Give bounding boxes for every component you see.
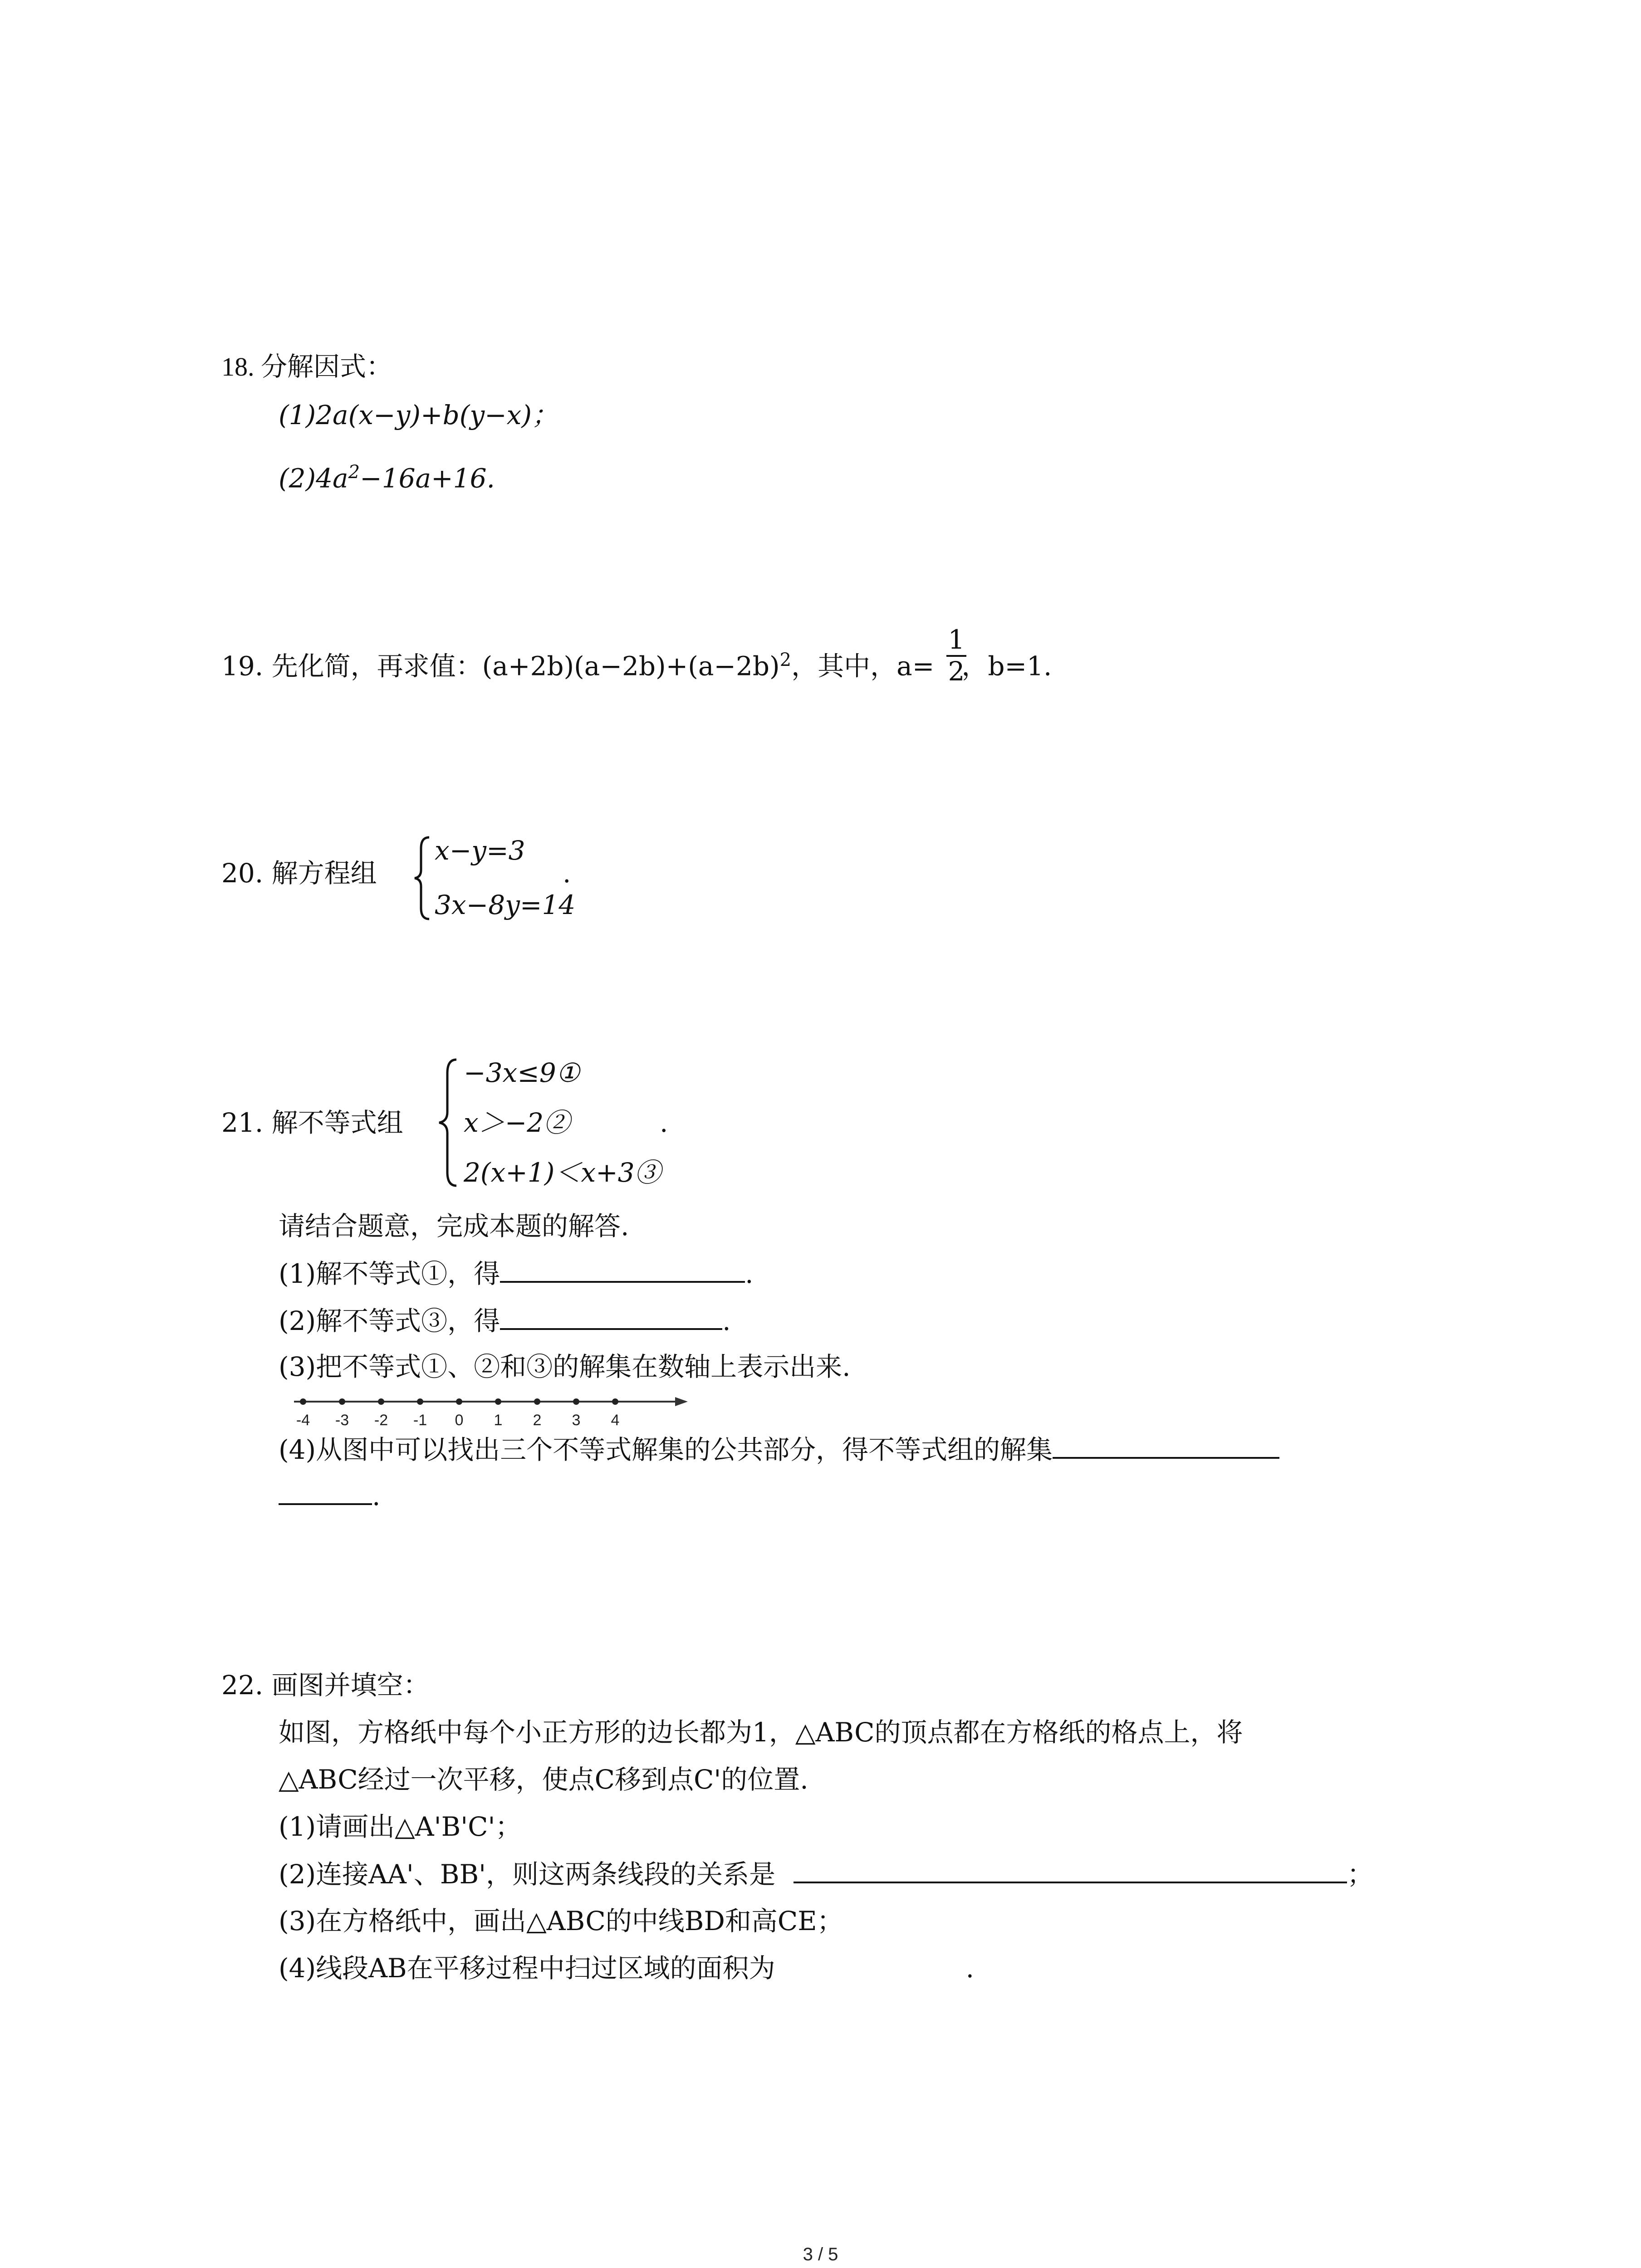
q21-part4-blank-a[interactable]: [1053, 1433, 1279, 1459]
q21-part1: [279, 1257, 754, 1290]
q21-part4-text: (4)从图中可以找出三个不等式解集的公共部分，得不等式组的解集: [279, 1434, 1053, 1465]
q21-title: 21. 解不等式组: [221, 1107, 403, 1138]
number-line-tick-6: [534, 1398, 540, 1405]
q22-part2-blank[interactable]: [794, 1858, 1347, 1883]
number-line-tick-label: -4: [296, 1412, 310, 1429]
q19-fraction: [943, 625, 970, 686]
number-line-tick-label: 1: [494, 1412, 503, 1429]
q21-part4-period: .: [372, 1481, 381, 1511]
number-line-tick-2: [378, 1398, 384, 1405]
q20-eq1: x−y=3: [435, 835, 525, 866]
number-line-tick-label: 3: [572, 1412, 581, 1429]
number-line-tick-1: [339, 1398, 345, 1405]
q21-part4-cont: [279, 1480, 380, 1512]
number-line-tick-7: [573, 1398, 579, 1405]
q22-part2: [279, 1858, 1373, 1890]
q20-eq2: 3x−8y=14: [435, 890, 576, 920]
number-line-tick-label: -1: [413, 1412, 427, 1429]
number-line-tick-label: -3: [335, 1412, 349, 1429]
q22-line2: △ABC经过一次平移，使点C移到点C'的位置.: [279, 1764, 808, 1795]
q19-text-mid: ，其中，a=: [791, 650, 935, 682]
q21-ineq1: −3x≤9①: [464, 1057, 580, 1088]
q18-part1: (1)2a(x−y)+b(y−x)；: [279, 400, 558, 430]
number-line-tick-8: [612, 1398, 618, 1405]
number-line-tick-0: [300, 1398, 306, 1405]
q20-end: .: [563, 858, 571, 889]
number-line-ticks: [296, 1398, 620, 1429]
number-line-tick-label: 0: [455, 1412, 464, 1429]
q21-part1-text: (1)解不等式①，得: [279, 1258, 500, 1289]
q21-part4-blank-b[interactable]: [279, 1480, 372, 1505]
q19-text-pre: 19. 先化简，再求值：(a+2b)(a−2b)+(a−2b): [221, 650, 780, 682]
q22-part2-text: (2)连接AA'、BB'，则这两条线段的关系是: [279, 1859, 776, 1890]
number-line-arrow-icon: [675, 1397, 688, 1406]
q21-ineq2: x＞−2②: [464, 1107, 570, 1138]
q21-part2: [279, 1305, 731, 1337]
number-line-tick-label: -2: [374, 1412, 388, 1429]
number-line-tick-5: [495, 1398, 501, 1405]
number-line-tick-label: 4: [611, 1412, 620, 1429]
q22-part2-end: ；: [1347, 1859, 1374, 1890]
q19-text: [221, 644, 1052, 682]
q22-line1: 如图，方格纸中每个小正方形的边长都为1，△ABC的顶点都在方格纸的格点上，将: [279, 1717, 1243, 1748]
q21-part1-period: .: [745, 1258, 754, 1289]
q20-title: 20. 解方程组: [221, 858, 377, 889]
q22-part4-end: .: [965, 1953, 975, 1984]
q22-part4-text: (4)线段AB在平移过程中扫过区域的面积为: [279, 1953, 775, 1984]
q18-part2: [279, 456, 495, 494]
q18-title: 18. 分解因式：: [221, 352, 393, 381]
q19-frac-num: 1: [948, 624, 965, 655]
q21-brace-icon: [436, 1057, 461, 1188]
number-line-tick-label: 2: [533, 1412, 542, 1429]
q21-part3: (3)把不等式①、②和③的解集在数轴上表示出来.: [279, 1351, 851, 1382]
q19-frac-den: 2: [948, 656, 965, 687]
q18-part2-pre: (2)4a: [279, 463, 348, 494]
q21-part2-text: (2)解不等式③，得: [279, 1305, 500, 1336]
q21-ineq3: 2(x+1)＜x+3③: [464, 1157, 661, 1188]
q19-text-post: ，b=1.: [961, 650, 1052, 682]
number-line-tick-3: [417, 1398, 423, 1405]
q20-brace-icon: [411, 835, 434, 921]
q21-part2-period: .: [722, 1305, 731, 1336]
q18-part2-sup: 2: [348, 462, 360, 483]
q18-part2-post: −16a+16.: [360, 463, 495, 494]
q21-end: .: [660, 1107, 668, 1138]
q21-instruction: 请结合题意，完成本题的解答.: [279, 1211, 629, 1242]
q22-part3: (3)在方格纸中，画出△ABC的中线BD和高CE；: [279, 1906, 843, 1936]
q21-part1-blank[interactable]: [500, 1257, 745, 1283]
q22-part4: [279, 1952, 974, 1984]
q22-part1: (1)请画出△A'B'C'；: [279, 1811, 522, 1842]
q22-title: 22. 画图并填空：: [221, 1670, 430, 1701]
page-number: 3 / 5: [803, 2244, 838, 2264]
q19-sup: 2: [779, 650, 792, 670]
q21-part4: [279, 1433, 1279, 1466]
number-line-tick-4: [456, 1398, 462, 1405]
q21-part2-blank[interactable]: [500, 1305, 722, 1330]
